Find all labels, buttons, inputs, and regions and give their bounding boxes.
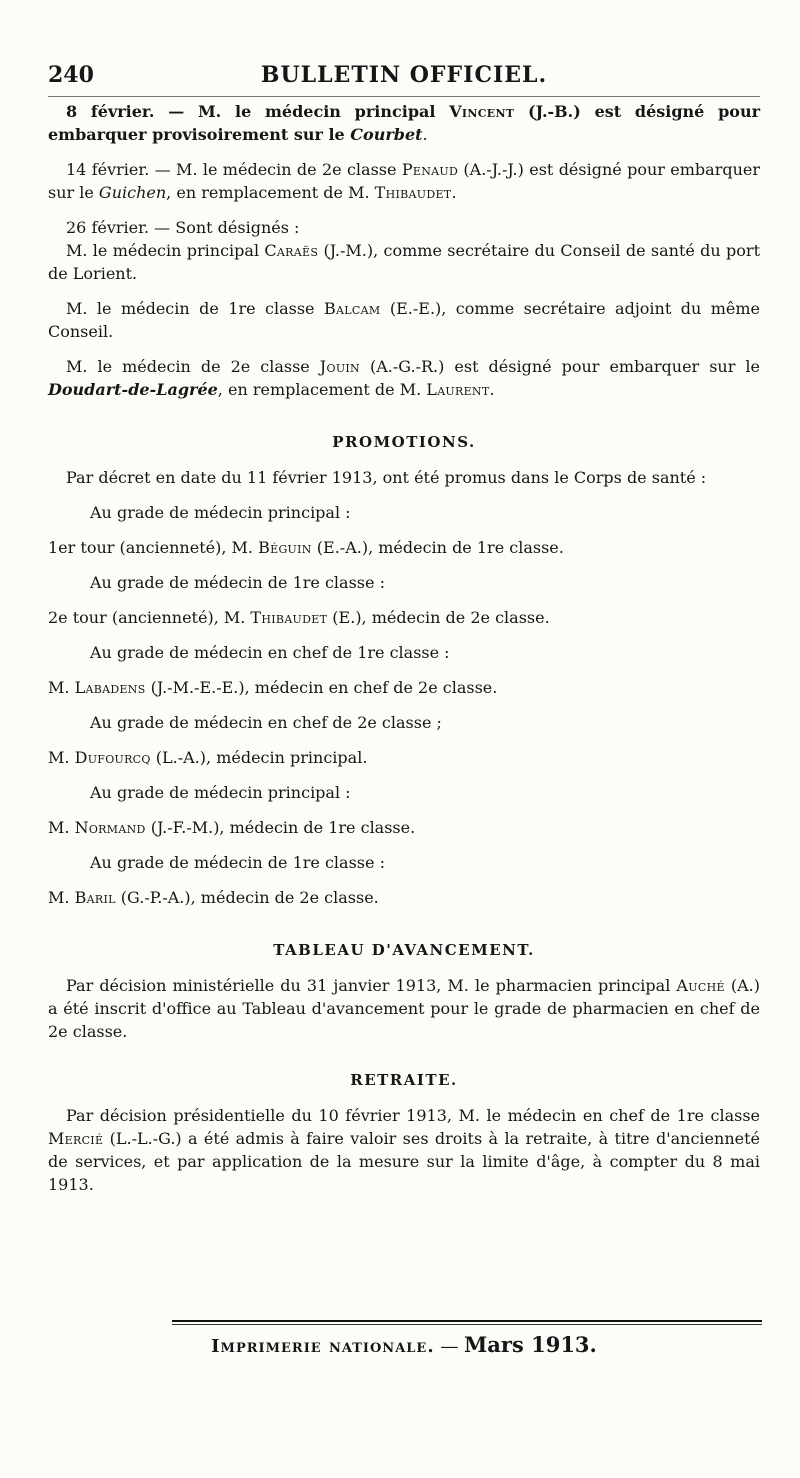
person-initials: (J.-B.) xyxy=(514,102,595,121)
promotion-grade: Au grade de médecin en chef de 2e classe ; xyxy=(90,713,442,732)
tableau-paragraph xyxy=(48,974,760,1043)
person-name: Normand xyxy=(74,818,146,837)
person-name: Labadens xyxy=(74,678,146,697)
entry-dash: — M. le médecin principal xyxy=(154,102,450,121)
promotion-grade: Au grade de médecin en chef de 1re classe : xyxy=(90,643,450,662)
promotion-text-2: (J.-F.-M.), médecin de 1re classe. xyxy=(145,818,416,837)
entry-text: (A.-J.-J.) est désigné pour embarquer sur le xyxy=(48,160,761,202)
person-name: Dufourcq xyxy=(74,748,151,767)
promotion-text-2: (E.), médecin de 2e classe. xyxy=(327,608,550,627)
entry-text: est désigné pour embarquer provisoirement sur le xyxy=(48,102,761,144)
promotion-entry xyxy=(48,746,760,769)
entry-end: . xyxy=(422,125,428,144)
tableau-text-2: (A.) a été inscrit d'office au Tableau d'avancement pour le grade de pharmacien en chef de 2e classe. xyxy=(48,976,761,1041)
person-name: Jouin xyxy=(319,357,360,376)
person-name: Penaud xyxy=(401,160,459,179)
retraite-text-2: (L.-L.-G.) a été admis à faire valoir ses droits à la retraite, à titre d'ancienneté de services, et par application de la mesure sur la limite d'âge, à compter du 8 mai 1913. xyxy=(48,1129,760,1194)
entry-text: M. le médecin de 2e classe xyxy=(66,357,320,376)
entry-8-fevrier xyxy=(48,100,760,146)
promotion-entry xyxy=(48,886,760,909)
promotion-grade: Au grade de médecin principal : xyxy=(90,503,351,522)
entry-date: 26 février. xyxy=(66,218,150,237)
entry-26-p1 xyxy=(48,239,760,285)
person-name: Mercié xyxy=(48,1129,104,1148)
printer-name: Imprimerie nationale. xyxy=(211,1336,435,1357)
ship-name: Courbet xyxy=(350,125,423,144)
ship-name: Doudart-de-Lagrée xyxy=(48,380,218,399)
promotion-text-2: (E.-A.), médecin de 1re classe. xyxy=(311,538,564,557)
entry-text: M. le médecin principal xyxy=(66,241,265,260)
page-number: 240 xyxy=(48,62,94,88)
entry-date: 8 février. xyxy=(66,102,155,121)
ship-name: Guichen xyxy=(98,183,167,202)
entry-end: . xyxy=(451,183,457,202)
retraite-paragraph xyxy=(48,1104,760,1196)
promotion-text: 2e tour (ancienneté), M. xyxy=(48,608,251,627)
entry-text: M. le médecin de 1re classe xyxy=(66,299,324,318)
footer-rule-thin xyxy=(172,1324,762,1325)
person-name: Baril xyxy=(74,888,116,907)
entry-date: 14 février. xyxy=(66,160,150,179)
entry-dash: — Sont désignés : xyxy=(149,218,300,237)
person-name: Auché xyxy=(676,976,725,995)
header-rule xyxy=(48,96,760,97)
promotion-text: M. xyxy=(48,818,75,837)
entry-14-fevrier xyxy=(48,158,760,204)
heading-promotions: PROMOTIONS. xyxy=(332,433,476,451)
promotion-text: M. xyxy=(48,678,75,697)
promotion-entry xyxy=(48,536,760,559)
promotion-text: M. xyxy=(48,888,75,907)
person-name: Balcam xyxy=(323,299,381,318)
person-name: Thibaudet xyxy=(250,608,328,627)
promotion-text: M. xyxy=(48,748,75,767)
person-name: Caraës xyxy=(264,241,319,260)
promotion-text: 1er tour (ancienneté), M. xyxy=(48,538,259,557)
imprint-date: Mars 1913. xyxy=(464,1332,597,1357)
page-header xyxy=(48,62,760,94)
promotion-entry xyxy=(48,676,760,699)
person-name-2: Laurent xyxy=(426,380,490,399)
promotions-intro: Par décret en date du 11 février 1913, ont été promus dans le Corps de santé : xyxy=(66,468,707,487)
entry-text-2: (J.-M.), comme secrétaire du Conseil de santé du port de Lorient. xyxy=(48,241,760,283)
person-name-2: Thibaudet xyxy=(374,183,452,202)
entry-text-2: (A.-G.-R.) est désigné pour embarquer sur le xyxy=(359,357,760,376)
entry-end: . xyxy=(489,380,495,399)
person-name: Béguin xyxy=(258,538,312,557)
imprint-separator: — xyxy=(434,1336,465,1357)
promotion-text-2: (J.-M.-E.-E.), médecin en chef de 2e classe. xyxy=(145,678,498,697)
person-name: Vincent xyxy=(449,102,515,121)
promotion-text-2: (L.-A.), médecin principal. xyxy=(150,748,368,767)
heading-retraite: RETRAITE. xyxy=(350,1071,458,1089)
imprint xyxy=(48,1332,760,1357)
retraite-text: Par décision présidentielle du 10 février 1913, M. le médecin en chef de 1re classe xyxy=(66,1106,760,1125)
tableau-text: Par décision ministérielle du 31 janvier 1913, M. le pharmacien principal xyxy=(66,976,677,995)
entry-dash: — M. le médecin de 2e classe xyxy=(149,160,402,179)
entry-26-p2 xyxy=(48,297,760,343)
entry-26-fevrier xyxy=(48,216,760,239)
promotion-entry xyxy=(48,816,760,839)
page-body xyxy=(48,100,760,1196)
heading-tableau: TABLEAU D'AVANCEMENT. xyxy=(273,941,535,959)
entry-26-p3 xyxy=(48,355,760,401)
footer-rule xyxy=(172,1320,762,1322)
entry-text-2: , en remplacement de M. xyxy=(166,183,375,202)
promotion-grade: Au grade de médecin de 1re classe : xyxy=(90,853,385,872)
entry-text-3: , en remplacement de M. xyxy=(217,380,427,399)
promotions-list xyxy=(48,501,760,909)
promotion-grade: Au grade de médecin de 1re classe : xyxy=(90,573,385,592)
entry-text-2: (E.-E.), comme secrétaire adjoint du même Conseil. xyxy=(48,299,760,341)
running-title: BULLETIN OFFICIEL. xyxy=(260,62,548,88)
promotion-entry xyxy=(48,606,760,629)
promotion-text-2: (G.-P.-A.), médecin de 2e classe. xyxy=(115,888,379,907)
promotion-grade: Au grade de médecin principal : xyxy=(90,783,351,802)
